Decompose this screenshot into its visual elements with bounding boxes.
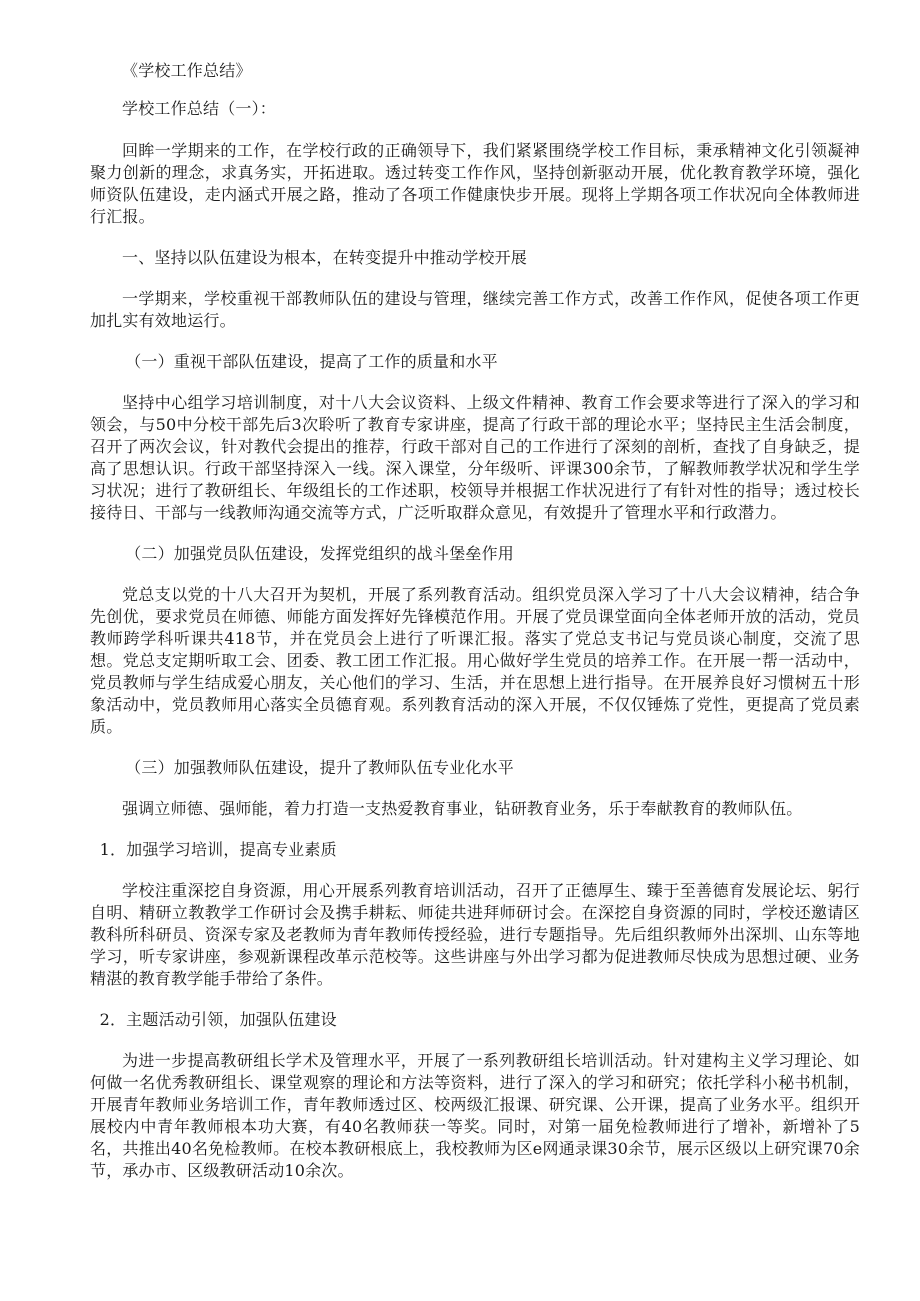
subheading-party-team: （二）加强党员队伍建设，发挥党组织的战斗堡垒作用: [125, 544, 514, 563]
paragraph-party-team: 党总支以党的十八大召开为契机，开展了系列教育活动。组织党员深入学习了十八大会议精神，结合争先创优，要求党员在师德、师能方面发挥好先锋模范作用。开展了党员课堂面向全体老师开放的活动，党员教师跨学科听课共418节，并在党员会上进行了听课汇报。落实了党总支书记与党员谈心制度，交流了思想。党总支定期听取工会、团委、教工团工作汇报。用心做好学生党员的培养工作。在开展一帮一活动中，党员教师与学生结成爱心朋友，关心他们的学习、生活，并在思想上进行指导。在开展养良好习惯树五十形象活动中，党员教师用心落实全员德育观。系列教育活动的深入开展，不仅仅锤炼了党性，更提高了党员素质。: [90, 585, 860, 736]
paragraph-activities: 为进一步提高教研组长学术及管理水平，开展了一系列教研组长培训活动。针对建构主义学习理论、如何做一名优秀教研组长、课堂观察的理论和方法等资料，进行了深入的学习和研究；依托学科小秘书机制，开展青年教师业务培训工作，青年教师透过区、校两级汇报课、研究课、公开课，提高了业务水平。组织开展校内中青年教师根本功大赛，有40名教师获一等奖。同时，对第一届免检教师进行了增补，新增补了5名，共推出40名免检教师。在校本教研根底上，我校教师为区e网通录课30余节，展示区级以上研究课70余节，承办市、区级教研活动10余次。: [90, 1051, 860, 1180]
heading-part-one: 一、坚持以队伍建设为根本，在转变提升中推动学校开展: [122, 248, 528, 267]
subheading-cadre-team: （一）重视干部队伍建设，提高了工作的质量和水平: [125, 352, 498, 371]
paragraph-intro: 回眸一学期来的工作，在学校行政的正确领导下，我们紧紧围绕学校工作目标，秉承精神文化引领凝神聚力创新的理念，求真务实，开拓进取。透过转变工作作风，坚持创新驱动开展，优化教育教学环境，强化师资队伍建设，走内涵式开展之路，推动了各项工作健康快步开展。现将上学期各项工作状况向全体教师进行汇报。: [90, 141, 860, 226]
paragraph-part-one-intro: 一学期来，学校重视干部教师队伍的建设与管理，继续完善工作方式，改善工作作风，促使各项工作更加扎实有效地运行。: [90, 289, 860, 330]
section-heading: 学校工作总结（一）：: [122, 99, 277, 118]
paragraph-teacher-team: 强调立师德、强师能，着力打造一支热爱教育事业，钻研教育业务，乐于奉献教育的教师队伍。: [122, 799, 803, 818]
document-title: 《学校工作总结》: [122, 61, 252, 80]
document-page: [90, 60, 860, 1201]
numbered-heading-1: 1．加强学习培训，提高专业素质: [99, 840, 337, 859]
paragraph-training: 学校注重深挖自身资源，用心开展系列教育培训活动，召开了正德厚生、臻于至善德育发展论坛、躬行自明、精研立教教学工作研讨会及携手耕耘、师徒共进拜师研讨会。在深挖自身资源的同时，学校还邀请区教科所科研员、资深专家及老教师为青年教师传授经验，进行专题指导。先后组织教师外出深圳、山东等地学习，听专家讲座，参观新课程改革示范校等。这些讲座与外出学习都为促进教师尽快成为思想过硬、业务精湛的教育教学能手带给了条件。: [90, 881, 860, 988]
numbered-heading-2: 2．主题活动引领，加强队伍建设: [99, 1010, 337, 1029]
paragraph-cadre-team: 坚持中心组学习培训制度，对十八大会议资料、上级文件精神、教育工作会要求等进行了深入的学习和领会，与50中分校干部先后3次聆听了教育专家讲座，提高了行政干部的理论水平；坚持民主生活会制度，召开了两次会议，针对教代会提出的推荐，行政干部对自己的工作进行了深刻的剖析，查找了自身缺乏，提高了思想认识。行政干部坚持深入一线。深入课堂，分年级听、评课300余节，了解教师教学状况和学生学习状况；进行了教研组长、年级组长的工作述职，校领导并根据工作状况进行了有针对性的指导；透过校长接待日、干部与一线教师沟通交流等方式，广泛听取群众意见，有效提升了管理水平和行政潜力。: [90, 393, 860, 522]
subheading-teacher-team: （三）加强教师队伍建设，提升了教师队伍专业化水平: [125, 758, 514, 777]
